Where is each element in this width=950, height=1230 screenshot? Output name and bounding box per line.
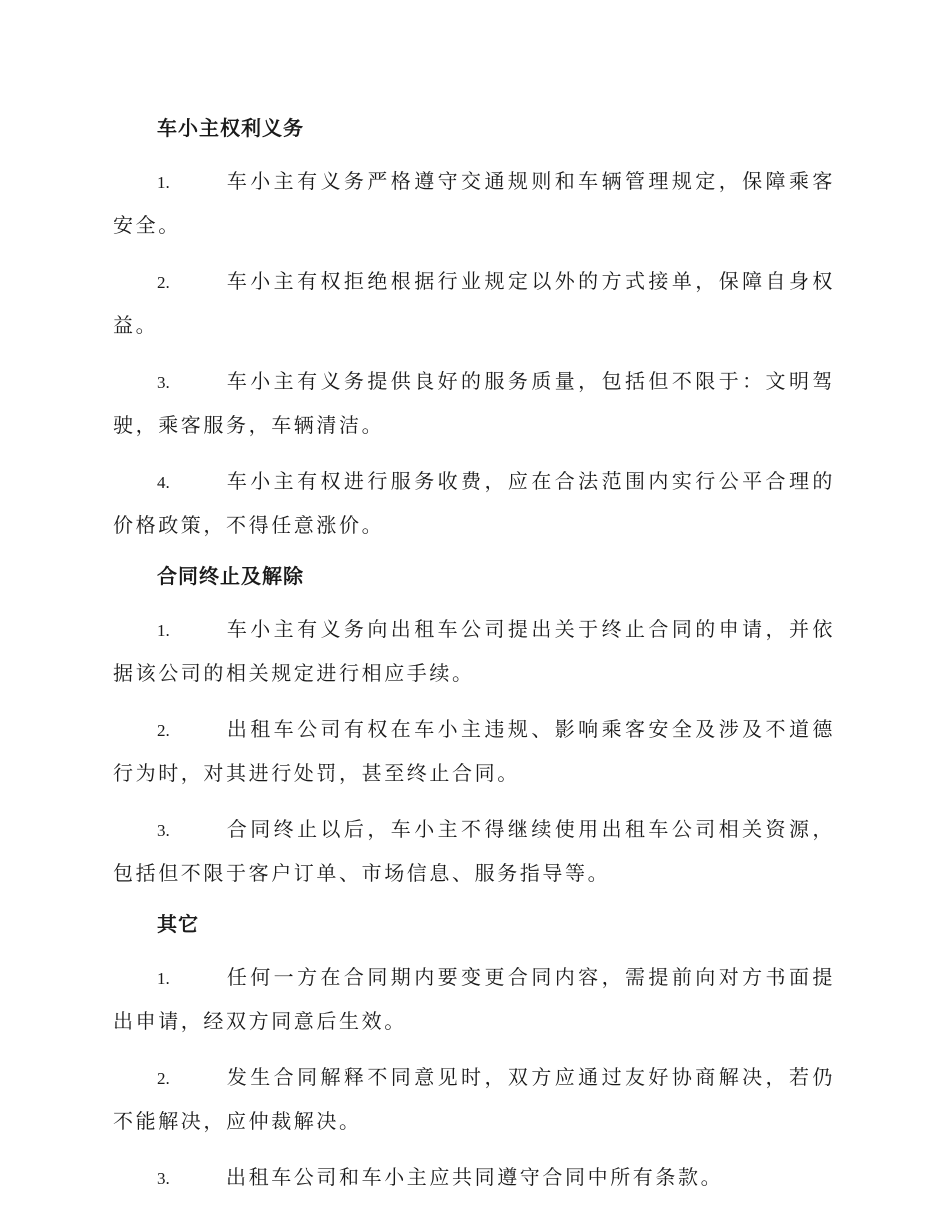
clause: [113, 260, 835, 346]
clause-number: 3.: [157, 1169, 170, 1188]
clause-number: 2.: [157, 721, 170, 740]
clause: [113, 1156, 835, 1200]
clause-number: 1.: [157, 969, 170, 988]
clause: [113, 608, 835, 694]
clause-number: 1.: [157, 621, 170, 640]
clause: [113, 808, 835, 894]
clause: [113, 160, 835, 246]
clause-number: 2.: [157, 1069, 170, 1088]
clause-number: 3.: [157, 373, 170, 392]
section-owner-rights: [113, 108, 835, 546]
clause: [113, 708, 835, 794]
section-heading: 合同终止及解除: [157, 564, 304, 588]
clause-text: 任何一方在合同期内要变更合同内容，需提前向对方书面提出申请，经双方同意后生效。: [113, 965, 835, 1033]
clause-text: 发生合同解释不同意见时，双方应通过友好协商解决，若仍不能解决，应仲裁解决。: [113, 1065, 835, 1133]
clause-text: 合同终止以后，车小主不得继续使用出租车公司相关资源，包括但不限于客户订单、市场信息、服务指导等。: [113, 817, 835, 885]
document-body: [113, 108, 835, 1200]
clause-number: 4.: [157, 473, 170, 492]
clause-text: 车小主有义务向出租车公司提出关于终止合同的申请，并依据该公司的相关规定进行相应手续。: [113, 617, 835, 685]
section-heading: 其它: [157, 912, 199, 936]
section-heading: 车小主权利义务: [157, 116, 304, 140]
clause: [113, 460, 835, 546]
section-contract-termination: [113, 556, 835, 894]
clause: [113, 360, 835, 446]
clause-text: 车小主有义务提供良好的服务质量，包括但不限于：文明驾驶，乘客服务，车辆清洁。: [113, 369, 835, 437]
clause-text: 出租车公司有权在车小主违规、影响乘客安全及涉及不道德行为时，对其进行处罚，甚至终止合同。: [113, 717, 835, 785]
section-other: [113, 904, 835, 1200]
clause-number: 1.: [157, 173, 170, 192]
clause: [113, 1056, 835, 1142]
clause-text: 车小主有权拒绝根据行业规定以外的方式接单，保障自身权益。: [113, 269, 835, 337]
clause: [113, 956, 835, 1042]
clause-number: 3.: [157, 821, 170, 840]
clause-text: 出租车公司和车小主应共同遵守合同中所有条款。: [226, 1165, 724, 1189]
clause-number: 2.: [157, 273, 170, 292]
clause-text: 车小主有权进行服务收费，应在合法范围内实行公平合理的价格政策，不得任意涨价。: [113, 469, 835, 537]
clause-text: 车小主有义务严格遵守交通规则和车辆管理规定，保障乘客安全。: [113, 169, 835, 237]
